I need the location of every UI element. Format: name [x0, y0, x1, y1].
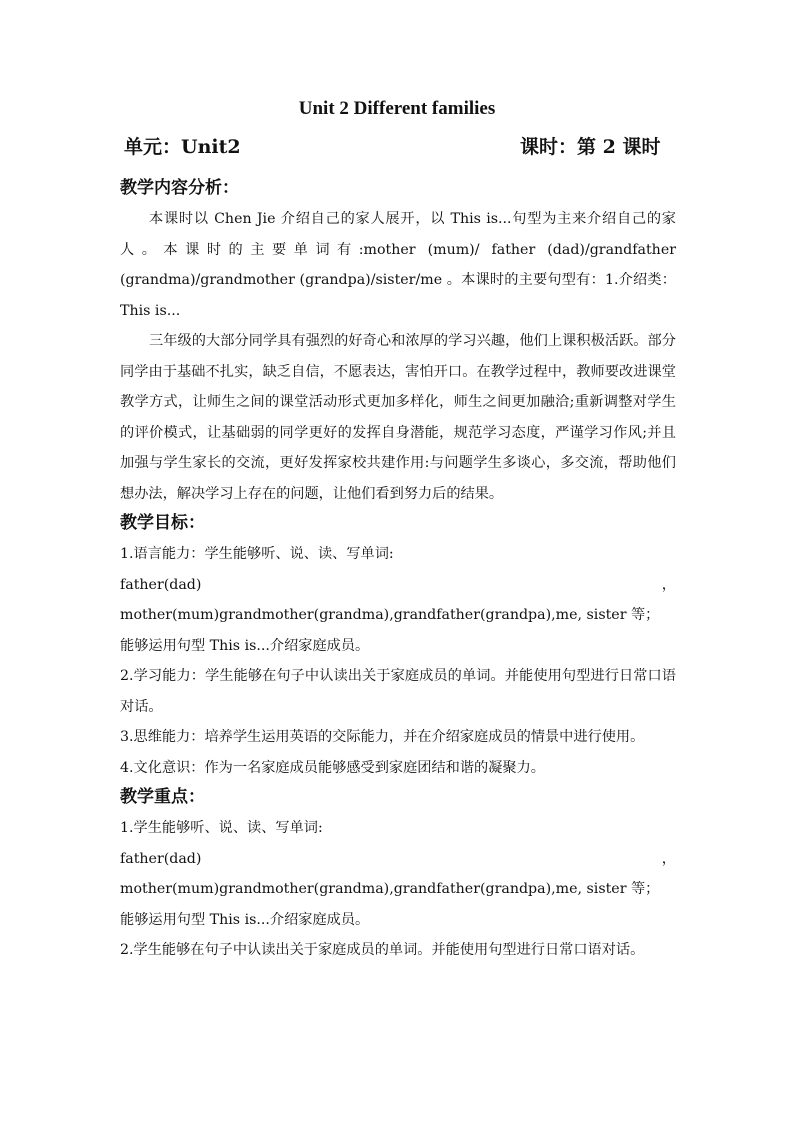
key-point-item-1: 1.学生能够听、说、读、写单词: — [120, 820, 323, 836]
goal-item-2: 2.学习能力：学生能够在句子中认读出关于家庭成员的单词。并能使用句型进行日常口语对话。 — [120, 668, 676, 715]
key-point-item-2: 2.学生能够在句子中认读出关于家庭成员的单词。并能使用句型进行日常口语对话。 — [120, 942, 645, 958]
analysis-paragraph-2: 三年级的大部分同学具有强烈的好奇心和浓厚的学习兴趣，他们上课积极活跃。部分同学由于基础不扎实，缺乏自信，不愿表达，害怕开口。在教学过程中，教师要改进课堂教学方式，让师生之间的课堂活动形式更加多样化，师生之间更加融洽;重新调整对学生的评价模式，让基础弱的同学更好的发挥自身潜能，规范学习态度，严谨学习作风;并且加强与学生家长的交流，更好发挥家校共建作用:与问题学生多谈心，多交流，帮助他们想办法，解决学习上存在的问题，让他们看到努力后的结果。 — [120, 333, 676, 502]
key-point-item-1-words: father(dad) ， mother(mum)grandmother(grandma),grandfather(grandpa),me, sister 等； — [120, 850, 676, 897]
goals-heading: 教学目标： — [120, 513, 205, 533]
goal-item-1-words: father(dad) ， mother(mum)grandmother(grandma),grandfather(grandpa),me, sister 等； — [120, 576, 676, 623]
goal-item-1: 1.语言能力：学生能够听、说、读、写单词: — [120, 546, 394, 562]
analysis-heading: 教学内容分析： — [120, 178, 239, 198]
goal-item-4: 4.文化意识：作为一名家庭成员能够感受到家庭团结和谐的凝聚力。 — [120, 759, 545, 776]
analysis-paragraph-1: 本课时以 Chen Jie 介绍自己的家人展开，以 This is...句型为主来介绍自己的家人。本课时的主要单词有:mother (mum)/ father (dad)/grandfather (grandma)/grandmother (grandpa)/sister/me 。本课时的主要句型有：1.介绍类：This is... — [120, 211, 676, 319]
lesson-label: 课时：第 2 课时 — [520, 136, 661, 158]
unit-label: 单元：Unit2 — [124, 136, 241, 158]
goal-item-3: 3.思维能力：培养学生运用英语的交际能力，并在介绍家庭成员的情景中进行使用。 — [120, 729, 645, 745]
key-points-heading: 教学重点： — [120, 787, 205, 807]
key-point-item-1-sentence: 能够运用句型 This is...介绍家庭成员。 — [120, 911, 370, 928]
document-title: Unit 2 Different families — [298, 98, 496, 119]
document-body — [120, 174, 676, 966]
goal-item-1-sentence: 能够运用句型 This is...介绍家庭成员。 — [120, 637, 370, 654]
